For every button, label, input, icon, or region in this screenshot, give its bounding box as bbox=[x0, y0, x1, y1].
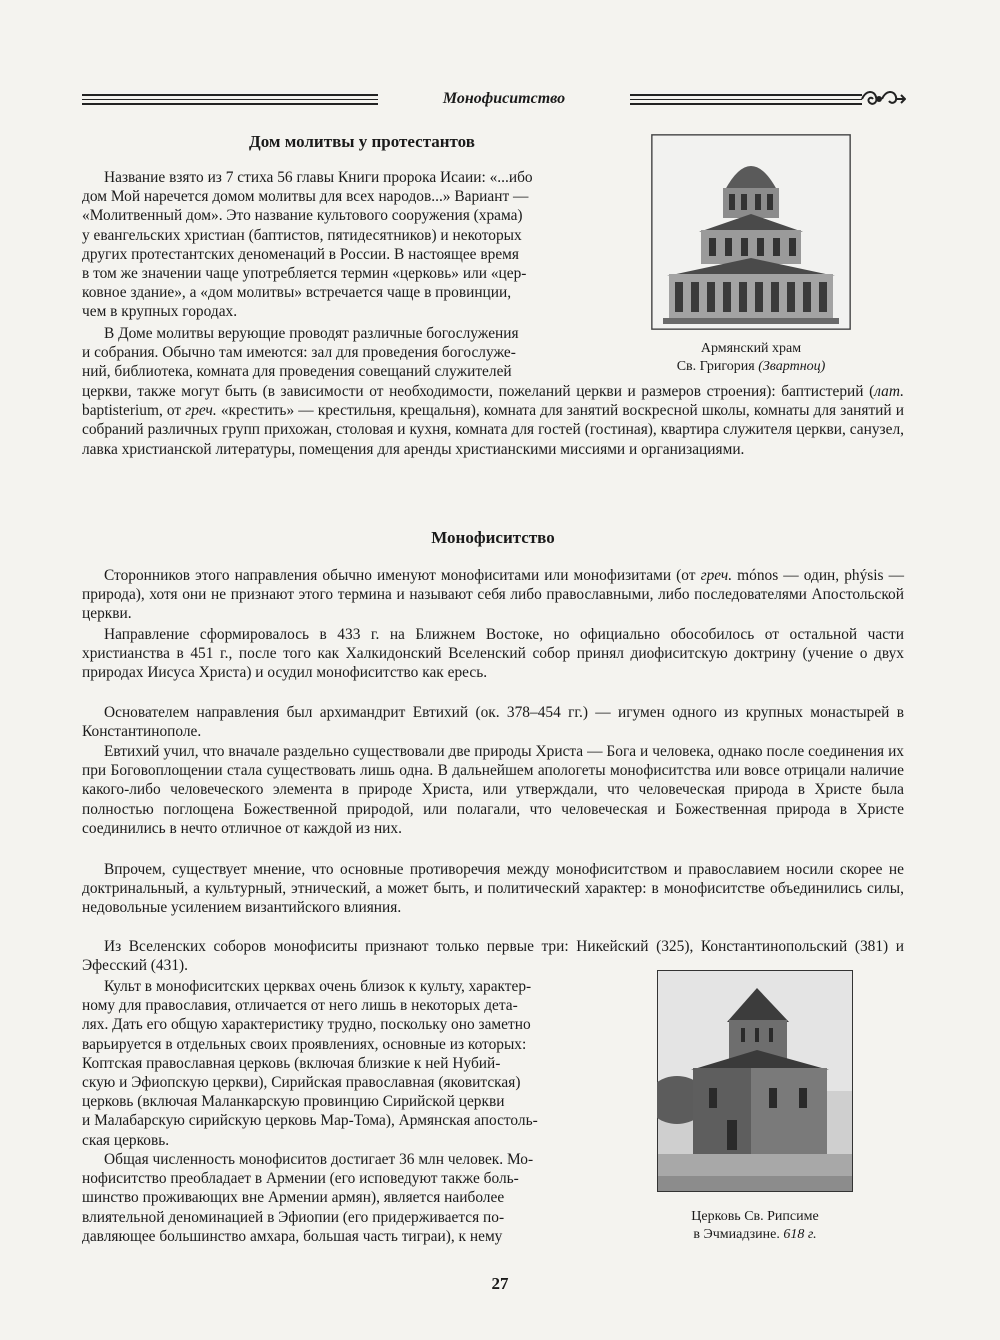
text-run: церкви, также могут быть (в зависимости от необходимости, пожеланий церкви и размеров строения): баптистерий ( bbox=[82, 383, 875, 400]
text-line: Коптская православная церковь (включая близкие к ней Нубий- bbox=[82, 1054, 501, 1072]
running-header bbox=[82, 86, 904, 112]
figure-caption-hripsime bbox=[657, 1208, 853, 1244]
paragraph-mono-8 bbox=[82, 1150, 644, 1246]
abbrev-lat: лат. bbox=[874, 383, 904, 400]
text-line: и собрания. Обычно там имеются: зал для проведения богослуже- bbox=[82, 344, 516, 362]
abbrev-greek: греч. bbox=[185, 402, 217, 420]
text-line: у евангельских христиан (баптистов, пятидесятников) и некоторых bbox=[82, 226, 522, 244]
text-run: mónos — один, phýsis — природа), хотя они не признают этого термина и называют себя либо православными, либо последователями Апостольской церкви. bbox=[82, 567, 904, 623]
text-line: ний, библиотека, комната для проведения совещаний служителей bbox=[82, 363, 512, 381]
text-line: ская церковь. bbox=[82, 1131, 170, 1149]
text-line: и Малабарскую сирийскую церковь Мар-Тома), Армянская апостоль- bbox=[82, 1112, 538, 1130]
figure-hripsime bbox=[657, 970, 853, 1192]
caption-italic: 618 г. bbox=[783, 1227, 817, 1242]
text-line: ковное здание», а «дом молитвы» встречается чаще в провинции, bbox=[82, 284, 512, 302]
ornament-icon bbox=[858, 86, 906, 112]
text-line: варьируется в отдельных своих проявлениях, основные из которых: bbox=[82, 1035, 527, 1053]
section-heading-monophysitism: Монофиситство bbox=[431, 528, 555, 547]
abbrev-greek: греч. bbox=[700, 567, 733, 584]
paragraph-prayer-house-1 bbox=[82, 168, 635, 322]
paragraph-mono-7 bbox=[82, 977, 644, 1150]
paragraph-mono-6: Из Вселенских соборов монофиситы признают только первые три: Никейский (325), Константинопольский (381) и Эфесский (431). bbox=[82, 938, 904, 975]
header-rule-right bbox=[630, 94, 862, 105]
text-line: «Молитвенный дом». Это название культового сооружения (храма) bbox=[82, 207, 523, 225]
caption-line bbox=[651, 358, 851, 376]
text-line: Культ в монофиситских церквах очень близок к культу, характер- bbox=[104, 978, 532, 995]
text-line: ному для православия, отличается от него лишь в некоторых дета- bbox=[82, 997, 518, 1015]
text-line: Общая численность монофиситов достигает 36 млн человек. Мо- bbox=[104, 1151, 534, 1168]
paragraph-prayer-house-2-start bbox=[82, 324, 635, 382]
text-line: лях. Дать его общую характеристику трудно, поскольку оно заметно bbox=[82, 1016, 531, 1034]
figure-zvartnots bbox=[651, 134, 851, 330]
header-rule-left bbox=[82, 94, 378, 105]
caption-italic: (Звартноц) bbox=[758, 359, 826, 374]
paragraph-mono-2: Направление сформировалось в 433 г. на Ближнем Востоке, но официально обособилось от остальной части христианства в 451 г., после того как Халкидонский Вселенский собор принял диофиситскую доктрину (учение о двух природах Иисуса Христа) и осудил монофиситство как ересь. bbox=[82, 626, 904, 682]
text-line: других протестантских деноменаций в России. В настоящее время bbox=[82, 245, 519, 263]
zvartnots-temple-image bbox=[651, 134, 851, 330]
text-line: в том же значении чаще употребляется термин «церковь» или «цер- bbox=[82, 265, 527, 283]
text-line: дом Мой наречется домом молитвы для всех народов...» Вариант — bbox=[82, 188, 529, 206]
paragraph-mono-5: Впрочем, существует мнение, что основные противоречия между монофиситством и православием носили скорее не доктринальный, а культурный, этнический, а может быть, и политический характер: в монофиситстве объединились силы, недовольные усилением византийского влияния. bbox=[82, 861, 904, 917]
text-line: церковь (включая Маланкарскую провинцию Сирийской церкви bbox=[82, 1093, 505, 1111]
section-heading-prayer-house: Дом молитвы у протестантов bbox=[249, 132, 475, 151]
text-line: скую и Эфиопскую церкви), Сирийская православная (яковитская) bbox=[82, 1074, 521, 1092]
caption-line: Армянский храм bbox=[700, 341, 802, 356]
figure-caption-zvartnots bbox=[651, 340, 851, 376]
running-head-title: Монофиситство bbox=[442, 90, 566, 107]
text-line: влиятельной деноминацией в Эфиопии (его придерживается по- bbox=[82, 1208, 505, 1226]
text-line: Название взято из 7 стиха 56 главы Книги пророка Исаии: «...ибо bbox=[104, 169, 533, 186]
paragraph-mono-1 bbox=[82, 566, 904, 624]
paragraph-mono-3: Основателем направления был архимандрит Евтихий (ок. 378–454 гг.) — игумен одного из крупных монастырей в Константинополе. bbox=[82, 704, 904, 741]
text-run: baptisterium, от bbox=[82, 402, 186, 420]
text-line: нофиситство преобладает в Армении (его исповедуют также боль- bbox=[82, 1170, 519, 1188]
page-number: 27 bbox=[491, 1274, 509, 1293]
paragraph-mono-4: Евтихий учил, что вначале раздельно существовали две природы Христа — Бога и человека, однако после соединения их при Боговоплощении стала существовать лишь одна. В дальнейшем апологеты монофиситства или вовсе отрицали наличие какого-либо человеческого элемента в природе Христа, или утверждали, что человеческая природа в Христе была полностью поглощена Божественной природой, или полагали, что человеческая и Божественная природа в Христе соединились в нечто отличное от каждой из них. bbox=[82, 743, 904, 837]
caption-text: в Эчмиадзине. bbox=[693, 1227, 784, 1242]
caption-line bbox=[657, 1226, 853, 1244]
text-line: чем в крупных городах. bbox=[82, 303, 238, 321]
text-line: В Доме молитвы верующие проводят различные богослужения bbox=[104, 325, 519, 342]
text-line: шинство проживающих вне Армении армян), является наиболее bbox=[82, 1189, 505, 1207]
text-line: давляющее большинство амхара, большая часть тиграи), к нему bbox=[82, 1227, 503, 1245]
paragraph-prayer-house-2-continued bbox=[82, 382, 904, 459]
caption-line: Церковь Св. Рипсиме bbox=[691, 1209, 819, 1224]
text-run: Сторонников этого направления обычно именуют монофиситами или монофизитами (от bbox=[104, 567, 701, 584]
caption-text: Св. Григория bbox=[676, 359, 759, 374]
hripsime-church-image bbox=[657, 970, 853, 1192]
text-run: «крестить» — крестильня, крещальня), комната для занятий воскресной школы, комнаты для занятий и собраний различных групп прихожан, столовая и кухня, комната для гостей (гостиная), квартира служителя церкви, санузел, лавка христианской литературы, помещения для аренды христианскими миссиями и организациями. bbox=[82, 402, 904, 458]
